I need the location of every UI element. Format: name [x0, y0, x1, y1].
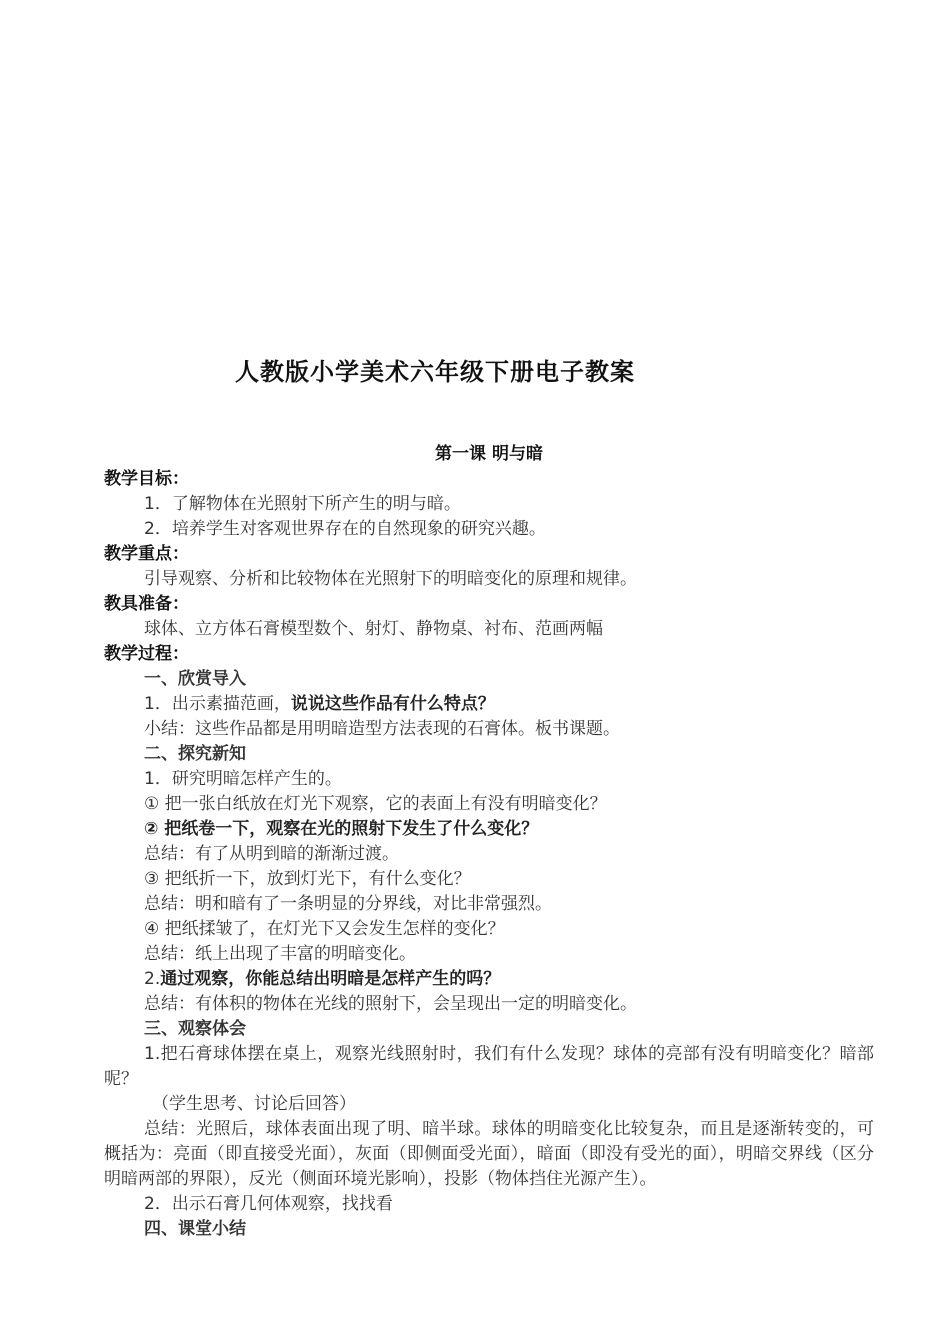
materials-heading: 教具准备： [104, 594, 189, 614]
document-title: 人教版小学美术六年级下册电子教案 [235, 358, 635, 386]
process-line: 总结：有了从明到暗的渐渐过渡。 [144, 844, 399, 864]
section-heading: 一、欣赏导入 [144, 669, 246, 689]
materials-text: 球体、立方体石膏模型数个、射灯、静物桌、衬布、范画两幅 [144, 619, 603, 639]
objective-item: 2．培养学生对客观世界存在的自然现象的研究兴趣。 [144, 519, 546, 539]
process-line: ① 把一张白纸放在灯光下观察，它的表面上有没有明暗变化？ [144, 794, 607, 814]
process-line: 小结：这些作品都是用明暗造型方法表现的石膏体。板书课题。 [144, 719, 620, 739]
process-line: 2．出示石膏几何体观察，找找看 [144, 1194, 393, 1214]
line-emphasis: 说说这些作品有什么特点？ [290, 694, 495, 714]
line-prefix: 2. [144, 969, 161, 989]
process-line: 总结：有体积的物体在光线的照射下，会呈现出一定的明暗变化。 [144, 994, 637, 1014]
process-line [104, 692, 874, 717]
process-paragraph: 1.把石膏球体摆在桌上，观察光线照射时，我们有什么发现？球体的亮部有没有明暗变化？暗部呢？ [104, 1044, 874, 1089]
line-prefix: 1．出示素描范画， [144, 694, 291, 714]
process-line [104, 967, 874, 992]
process-line: 总结：纸上出现了丰富的明暗变化。 [144, 944, 416, 964]
key-points-heading: 教学重点： [104, 544, 189, 564]
document-body [104, 442, 874, 1242]
process-line: 1．研究明暗怎样产生的。 [144, 769, 342, 789]
objectives-heading: 教学目标： [104, 469, 189, 489]
lesson-title: 第一课 明与暗 [435, 444, 543, 464]
process-line: 总结：明和暗有了一条明显的分界线，对比非常强烈。 [144, 894, 552, 914]
process-line: ③ 把纸折一下，放到灯光下，有什么变化？ [144, 869, 471, 889]
line-emphasis: 通过观察，你能总结出明暗是怎样产生的吗？ [160, 969, 501, 989]
section-heading: 二、探究新知 [144, 744, 246, 764]
process-heading: 教学过程： [104, 644, 189, 664]
section-heading: 四、课堂小结 [144, 1219, 246, 1239]
process-line: ② 把纸卷一下，观察在光的照射下发生了什么变化？ [144, 819, 539, 839]
process-line: ④ 把纸揉皱了，在灯光下又会发生怎样的变化？ [144, 919, 505, 939]
process-paragraph: 总结：光照后，球体表面出现了明、暗半球。球体的明暗变化比较复杂，而且是逐渐转变的，可概括为：亮面（即直接受光面），灰面（即侧面受光面），暗面（即没有受光的面），明暗交界线（区分明暗两部的界限），反光（侧面环境光影响），投影（物体挡住光源产生）。 [104, 1119, 874, 1189]
key-points-text: 引导观察、分析和比较物体在光照射下的明暗变化的原理和规律。 [144, 569, 637, 589]
section-heading: 三、观察体会 [144, 1019, 246, 1039]
objective-item: 1．了解物体在光照射下所产生的明与暗。 [144, 494, 461, 514]
process-line: （学生思考、讨论后回答） [152, 1094, 356, 1114]
